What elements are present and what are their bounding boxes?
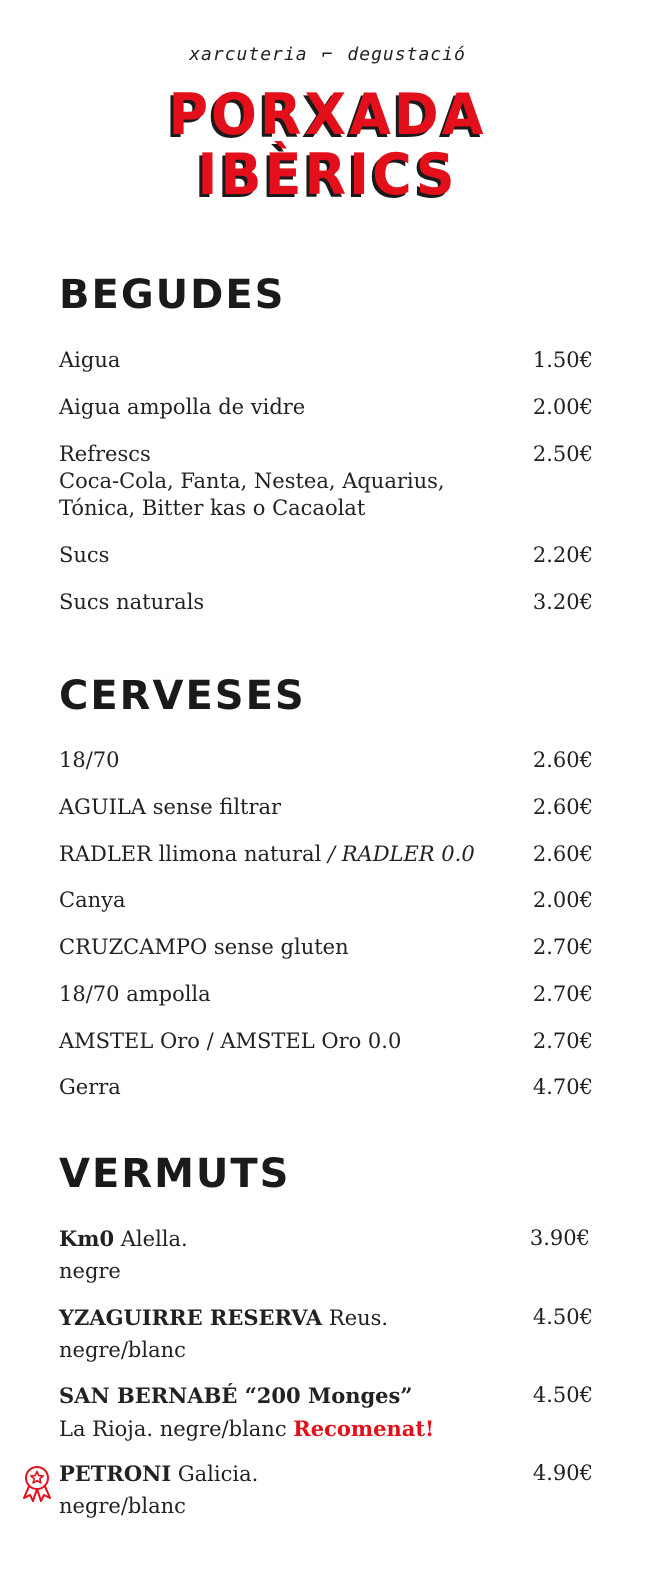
menu-item	[59, 981, 593, 1008]
menu-item	[59, 394, 593, 421]
item-type: negre/blanc	[59, 1494, 186, 1518]
menu-item	[59, 589, 593, 616]
item-name	[59, 1382, 434, 1443]
menu-item	[59, 1304, 593, 1364]
item-origin: Reus.	[322, 1306, 389, 1330]
section-title-cerveses: CERVESES	[59, 673, 306, 719]
item-name: Aigua	[59, 348, 121, 372]
item-type: La Rioja. negre/blanc	[59, 1417, 294, 1441]
item-price: 4.50€	[532, 1305, 593, 1329]
tagline-right: degustació	[347, 44, 466, 65]
menu-item	[59, 542, 593, 569]
item-price: 2.60€	[532, 795, 593, 819]
item-price: 2.20€	[532, 543, 593, 567]
item-title: Refrescs	[59, 442, 151, 466]
item-name: 18/70	[59, 748, 120, 772]
item-price: 2.00€	[532, 888, 593, 912]
item-alt: / RADLER 0.0	[327, 842, 475, 866]
item-price: 3.20€	[532, 590, 593, 614]
item-name	[59, 1460, 258, 1520]
item-name: CRUZCAMPO sense gluten	[59, 935, 349, 959]
item-price: 2.70€	[532, 982, 593, 1006]
item-name	[59, 1225, 188, 1285]
item-price: 4.90€	[532, 1461, 593, 1485]
item-price: 4.70€	[532, 1075, 593, 1099]
item-name: Gerra	[59, 1075, 121, 1099]
item-price: 2.00€	[532, 395, 593, 419]
item-price: 2.60€	[532, 842, 593, 866]
item-price: 3.90€	[529, 1226, 590, 1250]
item-name: Sucs naturals	[59, 590, 205, 614]
menu-item	[59, 1460, 593, 1520]
item-detail: Tónica, Bitter kas o Cacaolat	[59, 496, 366, 520]
item-name	[59, 841, 475, 868]
item-name: AMSTEL Oro / AMSTEL Oro 0.0	[59, 1029, 402, 1053]
item-price: 2.50€	[532, 442, 593, 466]
item-type: negre	[59, 1259, 121, 1283]
item-price: 2.60€	[532, 748, 593, 772]
item-brand: YZAGUIRRE RESERVA	[59, 1305, 323, 1330]
section-title-begudes: BEGUDES	[59, 272, 286, 318]
menu-item	[59, 347, 593, 374]
item-name: AGUILA sense filtrar	[59, 795, 282, 819]
menu-item	[59, 887, 593, 914]
item-price: 2.70€	[532, 1029, 593, 1053]
menu-item	[59, 1225, 593, 1285]
item-origin: Galicia.	[171, 1462, 259, 1486]
item-name: Canya	[59, 888, 126, 912]
item-title: RADLER llimona natural	[59, 842, 328, 866]
item-price: 2.70€	[532, 935, 593, 959]
item-name: Aigua ampolla de vidre	[59, 395, 306, 419]
item-brand: Km0	[59, 1226, 115, 1251]
menu-item	[59, 1382, 593, 1443]
item-origin: Alella.	[114, 1227, 188, 1251]
item-name: Sucs	[59, 543, 110, 567]
tagline-dash: ⌐	[321, 44, 334, 65]
section-title-vermuts: VERMUTS	[59, 1151, 291, 1197]
award-ribbon-icon	[20, 1464, 54, 1502]
logo-line-1: PORXADA	[168, 81, 487, 148]
item-name	[59, 441, 445, 522]
tagline	[0, 44, 655, 65]
menu-item	[59, 441, 593, 522]
recommended-badge: Recomenat!	[293, 1416, 435, 1441]
menu-item	[59, 934, 593, 961]
item-price: 4.50€	[532, 1383, 593, 1407]
item-name	[59, 1304, 388, 1364]
logo-line-2: IBÈRICS	[197, 141, 458, 208]
menu-item	[59, 841, 593, 868]
item-brand: PETRONI	[59, 1461, 172, 1486]
tagline-left: xarcuteria	[189, 44, 308, 65]
item-brand: SAN BERNABÉ “200 Monges”	[59, 1383, 413, 1408]
item-name: 18/70 ampolla	[59, 982, 211, 1006]
menu-item	[59, 794, 593, 821]
item-price: 1.50€	[532, 348, 593, 372]
item-detail: Coca-Cola, Fanta, Nestea, Aquarius,	[59, 469, 445, 493]
menu-item	[59, 1074, 593, 1101]
item-type: negre/blanc	[59, 1338, 186, 1362]
menu-item	[59, 747, 593, 774]
menu-item	[59, 1028, 593, 1055]
